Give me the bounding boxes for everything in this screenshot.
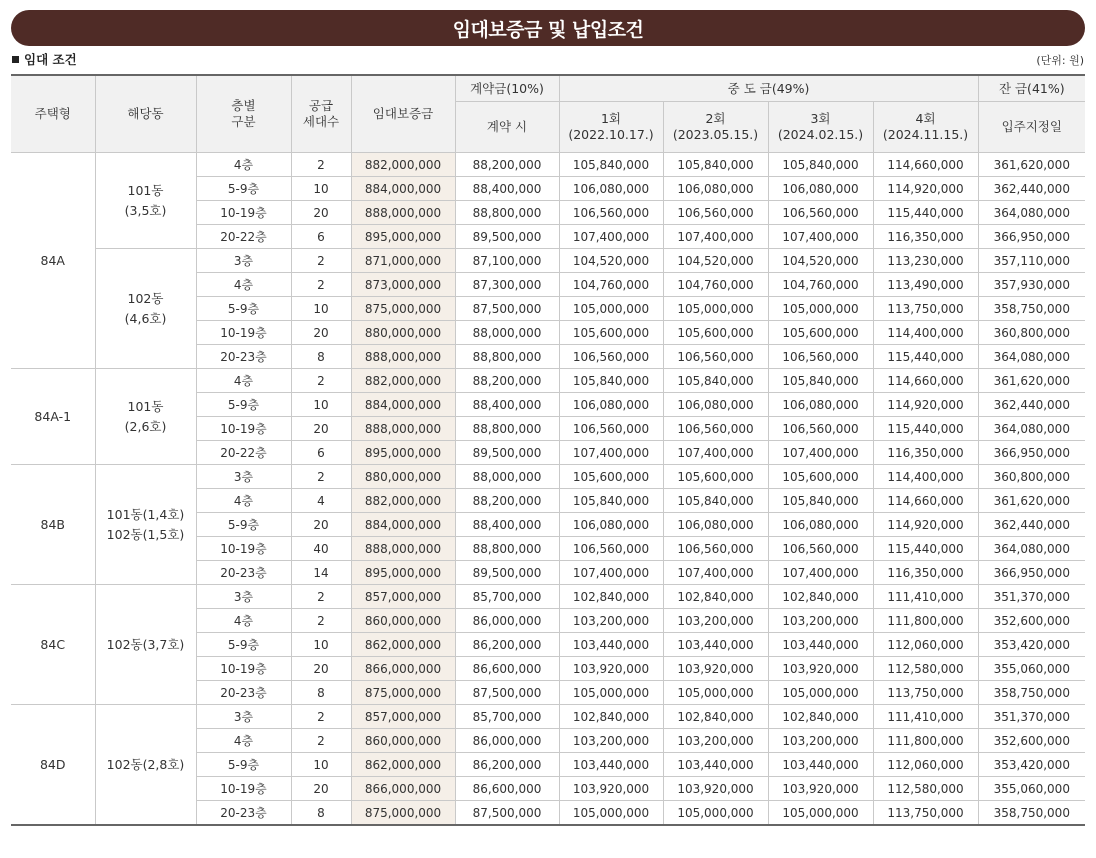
cell-balance: 357,110,000 <box>978 249 1085 273</box>
cell-deposit: 880,000,000 <box>351 465 455 489</box>
cell-deposit: 857,000,000 <box>351 585 455 609</box>
cell-mid-2: 105,000,000 <box>663 297 768 321</box>
cell-contract: 87,500,000 <box>455 297 559 321</box>
cell-contract: 86,200,000 <box>455 633 559 657</box>
cell-deposit: 862,000,000 <box>351 753 455 777</box>
cell-mid-1: 103,200,000 <box>559 729 663 753</box>
cell-units: 2 <box>291 609 351 633</box>
cell-mid-4: 115,440,000 <box>873 201 978 225</box>
cell-floor: 20-23층 <box>196 681 291 705</box>
cell-floor: 10-19층 <box>196 537 291 561</box>
cell-deposit: 866,000,000 <box>351 777 455 801</box>
cell-mid-2: 104,520,000 <box>663 249 768 273</box>
unit-note: (단위: 원) <box>1036 54 1084 67</box>
cell-mid-2: 103,440,000 <box>663 633 768 657</box>
cell-contract: 86,000,000 <box>455 729 559 753</box>
header-balance-group: 잔 금(41%) <box>978 75 1085 102</box>
cell-balance: 360,800,000 <box>978 321 1085 345</box>
cell-deposit: 884,000,000 <box>351 393 455 417</box>
cell-floor: 4층 <box>196 153 291 177</box>
cell-mid-4: 115,440,000 <box>873 537 978 561</box>
cell-units: 2 <box>291 153 351 177</box>
cell-balance: 364,080,000 <box>978 537 1085 561</box>
cell-deposit: 888,000,000 <box>351 345 455 369</box>
cell-mid-3: 104,760,000 <box>768 273 873 297</box>
cell-contract: 86,600,000 <box>455 657 559 681</box>
page-title: 임대보증금 및 납입조건 <box>11 10 1085 46</box>
cell-type: 84D <box>11 705 95 826</box>
cell-mid-3: 106,080,000 <box>768 513 873 537</box>
header-mid-3: 3회 (2024.02.15.) <box>768 102 873 153</box>
cell-mid-3: 106,560,000 <box>768 537 873 561</box>
cell-mid-3: 103,920,000 <box>768 657 873 681</box>
cell-balance: 352,600,000 <box>978 609 1085 633</box>
cell-mid-1: 103,920,000 <box>559 657 663 681</box>
table-body <box>11 153 1085 826</box>
cell-balance: 357,930,000 <box>978 273 1085 297</box>
cell-deposit: 862,000,000 <box>351 633 455 657</box>
cell-mid-2: 105,000,000 <box>663 801 768 826</box>
cell-mid-2: 107,400,000 <box>663 561 768 585</box>
cell-floor: 3층 <box>196 705 291 729</box>
cell-mid-3: 102,840,000 <box>768 585 873 609</box>
cell-deposit: 873,000,000 <box>351 273 455 297</box>
cell-floor: 10-19층 <box>196 201 291 225</box>
cell-units: 6 <box>291 225 351 249</box>
cell-units: 20 <box>291 417 351 441</box>
cell-mid-1: 107,400,000 <box>559 561 663 585</box>
cell-deposit: 875,000,000 <box>351 801 455 826</box>
cell-mid-2: 107,400,000 <box>663 441 768 465</box>
cell-mid-4: 114,660,000 <box>873 489 978 513</box>
cell-balance: 362,440,000 <box>978 393 1085 417</box>
cell-contract: 88,400,000 <box>455 177 559 201</box>
cell-balance: 353,420,000 <box>978 633 1085 657</box>
bullet-square-icon <box>12 56 19 63</box>
rental-conditions-table <box>11 74 1085 826</box>
cell-floor: 5-9층 <box>196 393 291 417</box>
cell-mid-4: 114,920,000 <box>873 177 978 201</box>
cell-units: 2 <box>291 585 351 609</box>
cell-contract: 88,400,000 <box>455 393 559 417</box>
cell-mid-4: 114,400,000 <box>873 465 978 489</box>
cell-deposit: 882,000,000 <box>351 369 455 393</box>
cell-floor: 20-23층 <box>196 801 291 826</box>
cell-deposit: 895,000,000 <box>351 561 455 585</box>
cell-mid-3: 106,560,000 <box>768 345 873 369</box>
cell-mid-4: 114,660,000 <box>873 369 978 393</box>
header-deposit: 임대보증금 <box>351 75 455 153</box>
cell-mid-3: 103,200,000 <box>768 609 873 633</box>
cell-floor: 4층 <box>196 489 291 513</box>
cell-mid-1: 102,840,000 <box>559 705 663 729</box>
cell-units: 40 <box>291 537 351 561</box>
table-row <box>11 705 1085 729</box>
cell-deposit: 895,000,000 <box>351 441 455 465</box>
cell-deposit: 871,000,000 <box>351 249 455 273</box>
cell-contract: 86,200,000 <box>455 753 559 777</box>
cell-mid-1: 103,440,000 <box>559 633 663 657</box>
cell-deposit: 888,000,000 <box>351 537 455 561</box>
cell-floor: 4층 <box>196 369 291 393</box>
cell-units: 2 <box>291 465 351 489</box>
cell-contract: 88,200,000 <box>455 369 559 393</box>
cell-dong: 101동 (3,5호) <box>95 153 196 249</box>
cell-contract: 85,700,000 <box>455 585 559 609</box>
cell-mid-3: 107,400,000 <box>768 441 873 465</box>
cell-mid-4: 111,410,000 <box>873 585 978 609</box>
header-contract-group: 계약금(10%) <box>455 75 559 102</box>
cell-balance: 361,620,000 <box>978 369 1085 393</box>
cell-deposit: 882,000,000 <box>351 489 455 513</box>
cell-deposit: 857,000,000 <box>351 705 455 729</box>
cell-mid-2: 105,840,000 <box>663 369 768 393</box>
cell-mid-4: 111,410,000 <box>873 705 978 729</box>
cell-balance: 366,950,000 <box>978 225 1085 249</box>
cell-mid-4: 114,920,000 <box>873 393 978 417</box>
cell-balance: 362,440,000 <box>978 513 1085 537</box>
cell-dong: 101동 (2,6호) <box>95 369 196 465</box>
cell-deposit: 875,000,000 <box>351 681 455 705</box>
cell-deposit: 882,000,000 <box>351 153 455 177</box>
cell-deposit: 860,000,000 <box>351 609 455 633</box>
cell-mid-3: 105,000,000 <box>768 681 873 705</box>
table-row <box>11 153 1085 177</box>
cell-mid-3: 104,520,000 <box>768 249 873 273</box>
cell-mid-2: 105,840,000 <box>663 153 768 177</box>
cell-balance: 360,800,000 <box>978 465 1085 489</box>
cell-deposit: 895,000,000 <box>351 225 455 249</box>
cell-mid-3: 107,400,000 <box>768 225 873 249</box>
cell-floor: 10-19층 <box>196 417 291 441</box>
cell-mid-4: 115,440,000 <box>873 345 978 369</box>
cell-units: 20 <box>291 321 351 345</box>
cell-floor: 5-9층 <box>196 753 291 777</box>
cell-units: 10 <box>291 393 351 417</box>
cell-deposit: 875,000,000 <box>351 297 455 321</box>
cell-type: 84C <box>11 585 95 705</box>
cell-units: 10 <box>291 753 351 777</box>
cell-contract: 88,800,000 <box>455 417 559 441</box>
cell-contract: 87,500,000 <box>455 801 559 826</box>
cell-mid-3: 103,920,000 <box>768 777 873 801</box>
table-row <box>11 465 1085 489</box>
cell-mid-2: 106,560,000 <box>663 345 768 369</box>
cell-mid-2: 106,560,000 <box>663 417 768 441</box>
cell-mid-1: 103,200,000 <box>559 609 663 633</box>
cell-mid-4: 112,580,000 <box>873 657 978 681</box>
cell-balance: 358,750,000 <box>978 801 1085 826</box>
header-type: 주택형 <box>11 75 95 153</box>
cell-deposit: 888,000,000 <box>351 201 455 225</box>
header-units: 공급 세대수 <box>291 75 351 153</box>
cell-floor: 5-9층 <box>196 633 291 657</box>
cell-units: 20 <box>291 777 351 801</box>
cell-type: 84A-1 <box>11 369 95 465</box>
cell-mid-3: 106,080,000 <box>768 177 873 201</box>
cell-floor: 10-19층 <box>196 657 291 681</box>
cell-balance: 355,060,000 <box>978 657 1085 681</box>
cell-balance: 366,950,000 <box>978 441 1085 465</box>
cell-mid-1: 103,920,000 <box>559 777 663 801</box>
header-dong: 해당동 <box>95 75 196 153</box>
cell-floor: 3층 <box>196 465 291 489</box>
cell-floor: 4층 <box>196 273 291 297</box>
cell-mid-4: 113,750,000 <box>873 681 978 705</box>
cell-mid-2: 103,920,000 <box>663 657 768 681</box>
cell-mid-1: 105,600,000 <box>559 465 663 489</box>
cell-mid-1: 106,560,000 <box>559 537 663 561</box>
cell-mid-4: 116,350,000 <box>873 225 978 249</box>
cell-balance: 361,620,000 <box>978 489 1085 513</box>
cell-mid-2: 105,600,000 <box>663 321 768 345</box>
cell-mid-2: 103,920,000 <box>663 777 768 801</box>
cell-units: 2 <box>291 249 351 273</box>
cell-type: 84B <box>11 465 95 585</box>
cell-mid-2: 105,600,000 <box>663 465 768 489</box>
table-row <box>11 369 1085 393</box>
cell-mid-2: 103,200,000 <box>663 609 768 633</box>
cell-mid-4: 113,750,000 <box>873 801 978 826</box>
cell-mid-4: 111,800,000 <box>873 729 978 753</box>
cell-mid-4: 111,800,000 <box>873 609 978 633</box>
cell-mid-2: 107,400,000 <box>663 225 768 249</box>
header-mid-1: 1회 (2022.10.17.) <box>559 102 663 153</box>
cell-mid-1: 105,840,000 <box>559 489 663 513</box>
cell-mid-4: 113,490,000 <box>873 273 978 297</box>
cell-balance: 364,080,000 <box>978 201 1085 225</box>
cell-balance: 366,950,000 <box>978 561 1085 585</box>
cell-contract: 88,800,000 <box>455 201 559 225</box>
cell-units: 4 <box>291 489 351 513</box>
cell-floor: 4층 <box>196 729 291 753</box>
cell-units: 10 <box>291 177 351 201</box>
cell-floor: 5-9층 <box>196 177 291 201</box>
cell-balance: 351,370,000 <box>978 585 1085 609</box>
section-label-text: 임대 조건 <box>24 52 77 67</box>
cell-deposit: 880,000,000 <box>351 321 455 345</box>
cell-balance: 364,080,000 <box>978 345 1085 369</box>
cell-mid-4: 112,060,000 <box>873 633 978 657</box>
cell-balance: 362,440,000 <box>978 177 1085 201</box>
cell-floor: 20-22층 <box>196 441 291 465</box>
cell-contract: 88,800,000 <box>455 345 559 369</box>
cell-units: 2 <box>291 705 351 729</box>
cell-mid-1: 102,840,000 <box>559 585 663 609</box>
table-row <box>11 249 1085 273</box>
header-mid-2: 2회 (2023.05.15.) <box>663 102 768 153</box>
cell-mid-1: 105,000,000 <box>559 801 663 826</box>
cell-contract: 88,000,000 <box>455 465 559 489</box>
section-label <box>12 50 77 68</box>
header-mid-4: 4회 (2024.11.15.) <box>873 102 978 153</box>
cell-units: 10 <box>291 297 351 321</box>
cell-mid-3: 103,200,000 <box>768 729 873 753</box>
cell-dong: 102동(2,8호) <box>95 705 196 826</box>
cell-floor: 20-22층 <box>196 225 291 249</box>
cell-mid-4: 113,750,000 <box>873 297 978 321</box>
cell-type: 84A <box>11 153 95 369</box>
cell-mid-2: 106,080,000 <box>663 393 768 417</box>
cell-deposit: 860,000,000 <box>351 729 455 753</box>
cell-balance: 355,060,000 <box>978 777 1085 801</box>
cell-contract: 86,600,000 <box>455 777 559 801</box>
cell-contract: 88,400,000 <box>455 513 559 537</box>
cell-mid-1: 103,440,000 <box>559 753 663 777</box>
cell-contract: 88,200,000 <box>455 489 559 513</box>
cell-units: 20 <box>291 657 351 681</box>
cell-mid-3: 103,440,000 <box>768 753 873 777</box>
cell-contract: 86,000,000 <box>455 609 559 633</box>
cell-units: 2 <box>291 273 351 297</box>
cell-units: 8 <box>291 681 351 705</box>
cell-floor: 20-23층 <box>196 345 291 369</box>
cell-deposit: 884,000,000 <box>351 513 455 537</box>
cell-balance: 364,080,000 <box>978 417 1085 441</box>
cell-mid-4: 112,060,000 <box>873 753 978 777</box>
cell-contract: 89,500,000 <box>455 441 559 465</box>
cell-mid-4: 116,350,000 <box>873 441 978 465</box>
cell-mid-3: 106,560,000 <box>768 417 873 441</box>
cell-floor: 5-9층 <box>196 297 291 321</box>
cell-units: 8 <box>291 801 351 826</box>
cell-contract: 85,700,000 <box>455 705 559 729</box>
cell-mid-1: 104,760,000 <box>559 273 663 297</box>
cell-mid-3: 105,600,000 <box>768 321 873 345</box>
cell-floor: 10-19층 <box>196 777 291 801</box>
cell-dong: 102동 (4,6호) <box>95 249 196 369</box>
cell-units: 14 <box>291 561 351 585</box>
cell-mid-2: 106,080,000 <box>663 513 768 537</box>
cell-units: 8 <box>291 345 351 369</box>
cell-mid-1: 106,080,000 <box>559 513 663 537</box>
cell-floor: 5-9층 <box>196 513 291 537</box>
table-row <box>11 585 1085 609</box>
cell-balance: 361,620,000 <box>978 153 1085 177</box>
cell-units: 2 <box>291 369 351 393</box>
cell-mid-3: 105,840,000 <box>768 153 873 177</box>
cell-mid-1: 105,000,000 <box>559 681 663 705</box>
cell-floor: 3층 <box>196 249 291 273</box>
cell-mid-2: 105,000,000 <box>663 681 768 705</box>
cell-balance: 358,750,000 <box>978 681 1085 705</box>
cell-mid-2: 102,840,000 <box>663 705 768 729</box>
cell-floor: 20-23층 <box>196 561 291 585</box>
cell-mid-4: 114,660,000 <box>873 153 978 177</box>
cell-contract: 89,500,000 <box>455 561 559 585</box>
cell-mid-1: 106,560,000 <box>559 201 663 225</box>
cell-mid-2: 106,080,000 <box>663 177 768 201</box>
header-floor: 층별 구분 <box>196 75 291 153</box>
header-mid-group: 중 도 금(49%) <box>559 75 978 102</box>
cell-mid-4: 115,440,000 <box>873 417 978 441</box>
cell-balance: 353,420,000 <box>978 753 1085 777</box>
cell-floor: 3층 <box>196 585 291 609</box>
cell-mid-3: 106,080,000 <box>768 393 873 417</box>
cell-mid-4: 116,350,000 <box>873 561 978 585</box>
cell-mid-1: 105,600,000 <box>559 321 663 345</box>
cell-mid-4: 112,580,000 <box>873 777 978 801</box>
cell-mid-3: 105,600,000 <box>768 465 873 489</box>
cell-mid-3: 106,560,000 <box>768 201 873 225</box>
cell-mid-2: 103,440,000 <box>663 753 768 777</box>
cell-contract: 88,000,000 <box>455 321 559 345</box>
cell-mid-1: 106,080,000 <box>559 393 663 417</box>
cell-mid-1: 105,840,000 <box>559 369 663 393</box>
cell-floor: 4층 <box>196 609 291 633</box>
cell-mid-1: 104,520,000 <box>559 249 663 273</box>
cell-contract: 87,300,000 <box>455 273 559 297</box>
cell-units: 20 <box>291 201 351 225</box>
cell-dong: 102동(3,7호) <box>95 585 196 705</box>
header-balance-sub: 입주지정일 <box>978 102 1085 153</box>
cell-mid-3: 105,840,000 <box>768 369 873 393</box>
cell-mid-1: 106,560,000 <box>559 417 663 441</box>
cell-balance: 351,370,000 <box>978 705 1085 729</box>
cell-contract: 88,200,000 <box>455 153 559 177</box>
cell-mid-1: 105,000,000 <box>559 297 663 321</box>
cell-mid-4: 113,230,000 <box>873 249 978 273</box>
cell-units: 6 <box>291 441 351 465</box>
cell-mid-1: 106,080,000 <box>559 177 663 201</box>
cell-mid-4: 114,920,000 <box>873 513 978 537</box>
cell-balance: 358,750,000 <box>978 297 1085 321</box>
cell-mid-1: 107,400,000 <box>559 441 663 465</box>
cell-contract: 89,500,000 <box>455 225 559 249</box>
cell-deposit: 866,000,000 <box>351 657 455 681</box>
cell-units: 10 <box>291 633 351 657</box>
cell-mid-3: 105,000,000 <box>768 297 873 321</box>
cell-mid-1: 106,560,000 <box>559 345 663 369</box>
cell-mid-2: 105,840,000 <box>663 489 768 513</box>
cell-units: 2 <box>291 729 351 753</box>
cell-mid-3: 102,840,000 <box>768 705 873 729</box>
header-contract-sub: 계약 시 <box>455 102 559 153</box>
cell-dong: 101동(1,4호) 102동(1,5호) <box>95 465 196 585</box>
cell-mid-3: 103,440,000 <box>768 633 873 657</box>
cell-mid-1: 105,840,000 <box>559 153 663 177</box>
cell-mid-2: 102,840,000 <box>663 585 768 609</box>
cell-mid-2: 103,200,000 <box>663 729 768 753</box>
cell-mid-2: 104,760,000 <box>663 273 768 297</box>
cell-mid-3: 105,000,000 <box>768 801 873 826</box>
cell-contract: 88,800,000 <box>455 537 559 561</box>
cell-units: 20 <box>291 513 351 537</box>
cell-mid-2: 106,560,000 <box>663 537 768 561</box>
cell-contract: 87,500,000 <box>455 681 559 705</box>
cell-balance: 352,600,000 <box>978 729 1085 753</box>
cell-floor: 10-19층 <box>196 321 291 345</box>
cell-deposit: 888,000,000 <box>351 417 455 441</box>
cell-mid-4: 114,400,000 <box>873 321 978 345</box>
cell-mid-3: 105,840,000 <box>768 489 873 513</box>
cell-contract: 87,100,000 <box>455 249 559 273</box>
cell-deposit: 884,000,000 <box>351 177 455 201</box>
cell-mid-3: 107,400,000 <box>768 561 873 585</box>
cell-mid-1: 107,400,000 <box>559 225 663 249</box>
cell-mid-2: 106,560,000 <box>663 201 768 225</box>
